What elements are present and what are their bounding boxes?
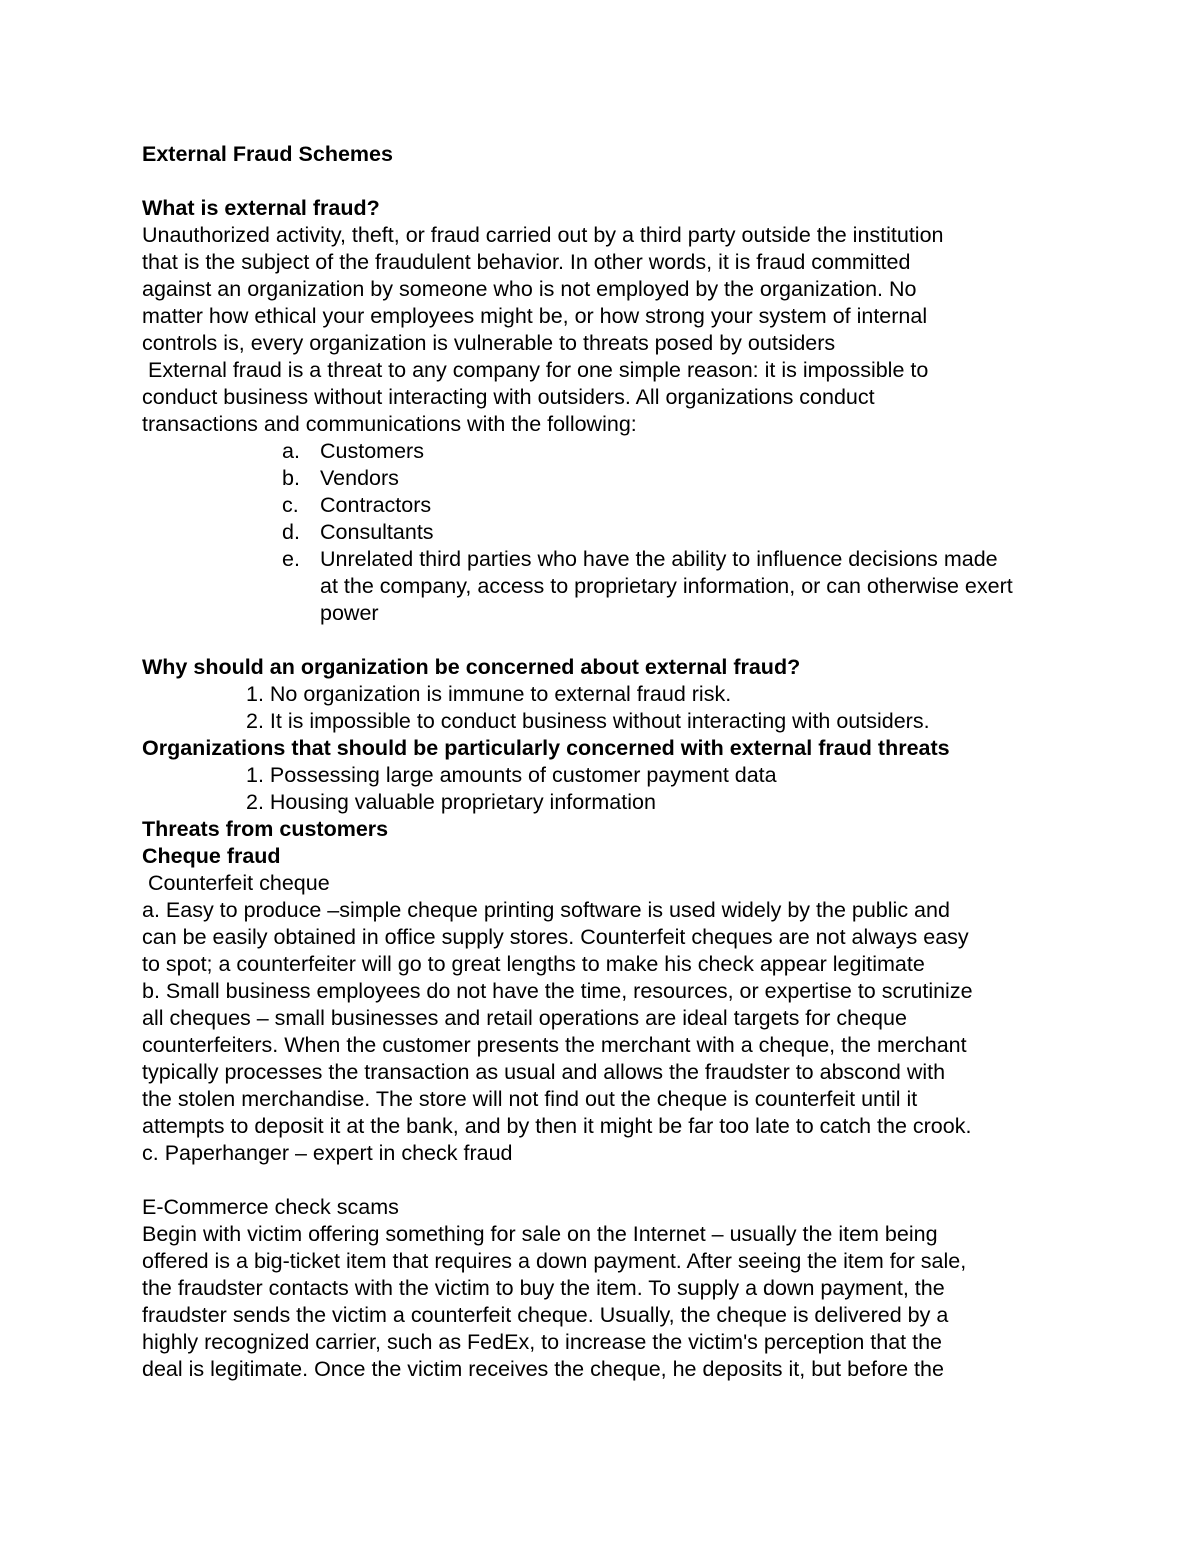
cheque-fraud-paragraph	[142, 897, 1062, 1167]
heading-cheque-fraud: Cheque fraud	[142, 844, 281, 868]
spacer	[142, 1167, 1062, 1194]
body-line: b. Small business employees do not have the time, resources, or expertise to scrutinize	[142, 979, 973, 1003]
intro-line: conduct business without interacting with outsiders. All organizations conduct	[142, 385, 875, 409]
body-line: offered is a big-ticket item that requires a down payment. After seeing the item for sale,	[142, 1249, 967, 1273]
numbered-item: 2. Housing valuable proprietary information	[246, 790, 656, 814]
body-line: the fraudster contacts with the victim to buy the item. To supply a down payment, the	[142, 1276, 945, 1300]
heading-particularly-concerned: Organizations that should be particularly concerned with external fraud threats	[142, 736, 950, 760]
list-item-text: Customers	[320, 439, 424, 463]
list-item	[142, 492, 1062, 519]
list-item	[142, 519, 1062, 546]
numbered-item: 1. No organization is immune to external fraud risk.	[246, 682, 732, 706]
list-item	[142, 438, 1062, 465]
intro-line: matter how ethical your employees might be, or how strong your system of internal	[142, 304, 928, 328]
intro-line: Unauthorized activity, theft, or fraud carried out by a third party outside the institution	[142, 223, 944, 247]
list-marker: d.	[282, 520, 300, 544]
spacer	[142, 627, 1062, 654]
body-line: to spot; a counterfeiter will go to great lengths to make his check appear legitimate	[142, 952, 925, 976]
intro-line: against an organization by someone who is not employed by the organization. No	[142, 277, 917, 301]
intro-paragraph	[142, 222, 1062, 438]
document-page	[142, 141, 1062, 1383]
list-marker: c.	[282, 493, 299, 517]
body-line: counterfeiters. When the customer presents the merchant with a cheque, the merchant	[142, 1033, 967, 1057]
intro-line: transactions and communications with the following:	[142, 412, 637, 436]
list-item-text: Contractors	[320, 493, 432, 517]
list-marker: a.	[282, 439, 300, 463]
list-item	[142, 546, 1062, 627]
intro-line: controls is, every organization is vulnerable to threats posed by outsiders	[142, 331, 836, 355]
list-marker: b.	[282, 466, 300, 490]
heading-what-is-external-fraud: What is external fraud?	[142, 196, 380, 220]
document-title: External Fraud Schemes	[142, 142, 393, 166]
list-item-text: Consultants	[320, 520, 434, 544]
subheading-ecommerce-check-scams: E-Commerce check scams	[142, 1195, 399, 1219]
list-item-text: Vendors	[320, 466, 399, 490]
intro-line: that is the subject of the fraudulent behavior. In other words, it is fraud committed	[142, 250, 911, 274]
heading-why-concerned: Why should an organization be concerned about external fraud?	[142, 655, 801, 679]
body-line: Begin with victim offering something for sale on the Internet – usually the item being	[142, 1222, 938, 1246]
body-line: typically processes the transaction as usual and allows the fraudster to abscond with	[142, 1060, 946, 1084]
intro-line: External fraud is a threat to any company for one simple reason: it is impossible to	[142, 358, 929, 382]
list-marker: e.	[282, 547, 300, 571]
body-line: all cheques – small businesses and retail operations are ideal targets for cheque	[142, 1006, 907, 1030]
body-line: can be easily obtained in office supply stores. Counterfeit cheques are not always easy	[142, 925, 969, 949]
body-line: attempts to deposit it at the bank, and by then it might be far too late to catch the crook.	[142, 1114, 972, 1138]
body-line: highly recognized carrier, such as FedEx, to increase the victim's perception that the	[142, 1330, 943, 1354]
body-line: c. Paperhanger – expert in check fraud	[142, 1141, 513, 1165]
heading-threats-from-customers: Threats from customers	[142, 817, 389, 841]
body-line: the stolen merchandise. The store will not find out the cheque is counterfeit until it	[142, 1087, 918, 1111]
numbered-item: 2. It is impossible to conduct business without interacting with outsiders.	[246, 709, 930, 733]
numbered-item: 1. Possessing large amounts of customer payment data	[246, 763, 777, 787]
body-line: fraudster sends the victim a counterfeit cheque. Usually, the cheque is delivered by a	[142, 1303, 949, 1327]
ecommerce-paragraph	[142, 1221, 1062, 1383]
body-line: a. Easy to produce –simple cheque printing software is used widely by the public and	[142, 898, 950, 922]
spacer	[142, 168, 1062, 195]
subheading-counterfeit-cheque: Counterfeit cheque	[142, 871, 330, 895]
list-item	[142, 465, 1062, 492]
list-item-text: Unrelated third parties who have the ability to influence decisions made at the company, access to proprietary information, or can otherwise exert power	[320, 547, 1013, 625]
outsider-parties-list	[142, 438, 1062, 627]
body-line: deal is legitimate. Once the victim receives the cheque, he deposits it, but before the	[142, 1357, 944, 1381]
